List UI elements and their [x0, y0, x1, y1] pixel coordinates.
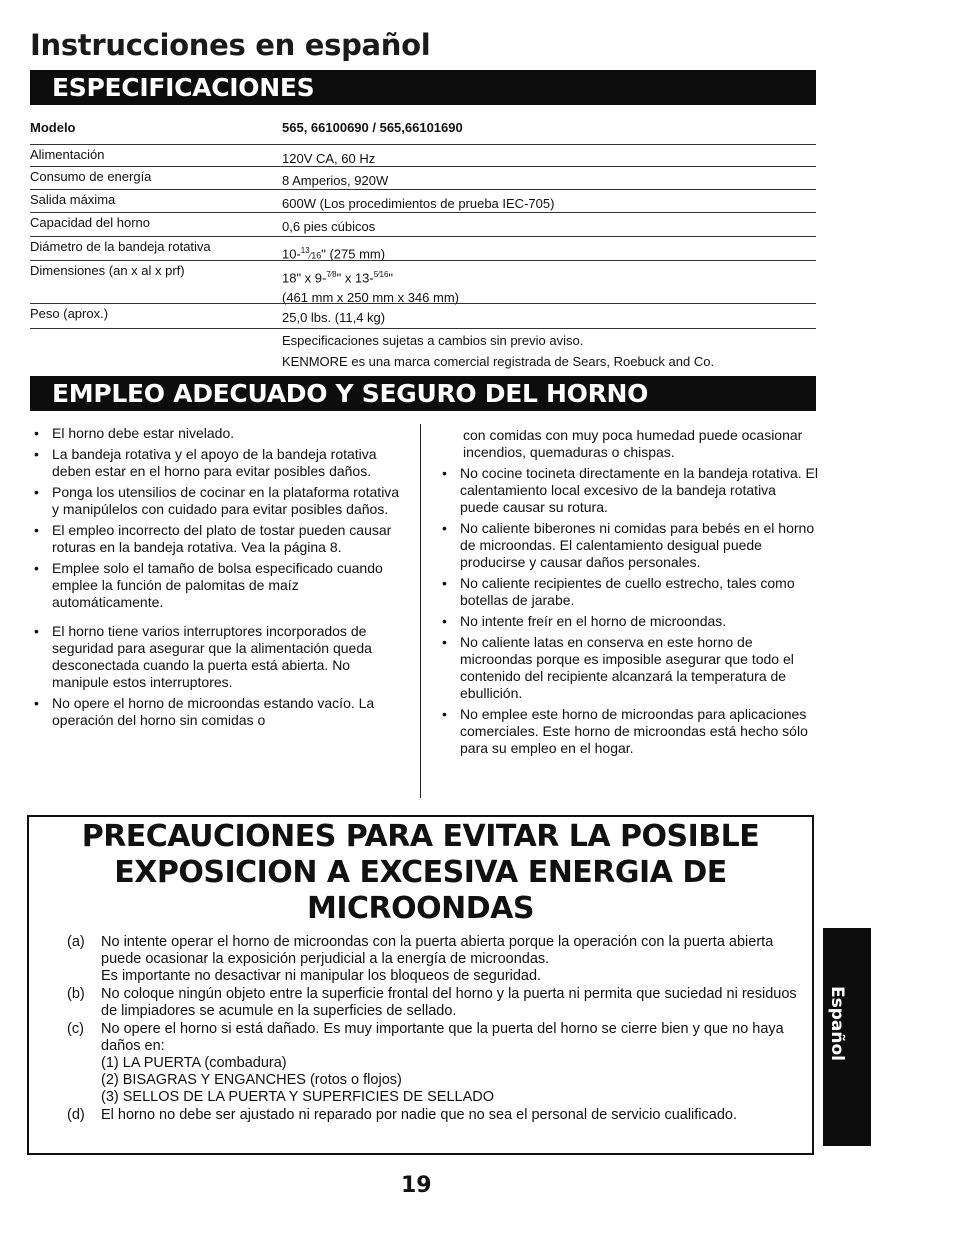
- spec-label: Peso (aprox.): [30, 306, 109, 321]
- list-item: • No caliente latas en conserva en este horno de microondas porque es imposible asegurar que todo el contenido del recipiente alcanzará la temperatura de ebullición.: [442, 634, 794, 701]
- spec-label: Dimensiones (an x al x prf): [30, 263, 185, 278]
- list-item: • No emplee este horno de microondas para aplicaciones comerciales. Este horno de microondas está hecho sólo para su empleo en el hogar.: [442, 706, 808, 756]
- list-item-continued: con comidas con muy poca humedad puede ocasionar incendios, quemaduras o chispas.: [463, 427, 803, 460]
- list-item: • El horno tiene varios interruptores incorporados de seguridad para asegurar que la alimentación queda desconectada cuando la puerta está abierta. No manipule estos interruptores.: [34, 623, 372, 690]
- spec-label: Diámetro de la bandeja rotativa: [30, 239, 211, 254]
- list-item: • No caliente recipientes de cuello estrecho, tales como botellas de jarabe.: [442, 575, 795, 608]
- precaution-item: (d) El horno no debe ser ajustado ni reparado por nadie que no sea el personal de servicio cualificado.: [67, 1107, 738, 1123]
- precaution-item: (a) No intente operar el horno de microondas con la puerta abierta porque la operación con la puerta abierta puede ocasionar la exposición perjudicial a la energía de microondas. Es importante no desactivar ni manipular los bloqueos de seguridad.: [67, 934, 774, 984]
- spec-row: [30, 212, 816, 234]
- table-bottom-rule: [30, 328, 816, 329]
- safe-use-heading: EMPLEO ADECUADO Y SEGURO DEL HORNO: [30, 376, 816, 411]
- model-label: Modelo: [30, 120, 76, 135]
- spec-value: 120V CA, 60 Hz: [282, 151, 376, 166]
- spec-label: Alimentación: [30, 147, 105, 162]
- page-title: Instrucciones en español: [30, 28, 431, 62]
- safe-use-left-column: [30, 425, 408, 733]
- spec-label: Salida máxima: [30, 192, 116, 207]
- spec-value: 8 Amperios, 920W: [282, 173, 389, 188]
- precaution-item: (c) No opere el horno si está dañado. Es muy importante que la puerta del horno se cierre bien y que no haya daños en: (1) LA PUERTA (combadura) (2) BISAGRAS Y ENGANCHES (rotos o flojos) (3) SELLOS DE LA PUERTA Y SUPERFICIES DE SELLADO: [67, 1021, 784, 1105]
- list-item: • El empleo incorrecto del plato de tostar pueden causar roturas en la bandeja rotativa. Vea la página 8.: [34, 522, 392, 555]
- spec-row: [30, 260, 816, 304]
- spec-row: [30, 303, 816, 328]
- precautions-title: PRECAUCIONES PARA EVITAR LA POSIBLE EXPOSICION A EXCESIVA ENERGIA DE MICROONDAS: [81, 819, 760, 926]
- specifications-heading: ESPECIFICACIONES: [30, 70, 816, 105]
- precaution-item: (b) No coloque ningún objeto entre la superficie frontal del horno y la puerta ni permita que suciedad ni residuos de limpiadores se acumule en la superficies de sellado.: [67, 986, 797, 1019]
- model-value: 565, 66100690 / 565,66101690: [282, 120, 463, 135]
- spec-value: 25,0 lbs. (11,4 kg): [282, 310, 386, 325]
- list-item: • La bandeja rotativa y el apoyo de la bandeja rotativa deben estar en el horno para evitar posibles daños.: [34, 446, 377, 479]
- list-item: • Ponga los utensilios de cocinar en la plataforma rotativa y manipúlelos con cuidado para evitar posibles daños.: [34, 484, 400, 517]
- precautions-box: [27, 815, 814, 1155]
- spec-value: 18" x 9-$^{7⁄8}$" x 13-$^{5⁄16}$" (461 mm x 250 mm x 346 mm): [282, 270, 459, 306]
- column-divider: [420, 424, 421, 798]
- spec-row: [30, 166, 816, 188]
- language-side-tab: [823, 928, 871, 1146]
- list-item: • No intente freír en el horno de microondas.: [442, 613, 727, 629]
- spec-row: [30, 144, 816, 166]
- side-tab-label: Español: [827, 986, 847, 1061]
- spec-value: 10-$^{13}$⁄16" (275 mm): [282, 246, 386, 262]
- spec-value: 0,6 pies cúbicos: [282, 219, 376, 234]
- spec-row: [30, 189, 816, 213]
- page-number: 19: [401, 1173, 432, 1198]
- spec-note: KENMORE es una marca comercial registrada de Sears, Roebuck and Co.: [282, 354, 715, 369]
- spec-label: Consumo de energía: [30, 169, 152, 184]
- list-item: • No cocine tocineta directamente en la bandeja rotativa. El calentamiento local excesivo de la bandeja rotativa puede causar su rotura.: [442, 465, 818, 515]
- spec-label: Capacidad del horno: [30, 215, 150, 230]
- list-item: • No caliente biberones ni comidas para bebés en el horno de microondas. El calentamiento desigual puede producirse y causar daños personales.: [442, 520, 815, 570]
- spec-note: Especificaciones sujetas a cambios sin previo aviso.: [282, 333, 584, 348]
- spec-value: 600W (Los procedimientos de prueba IEC-705): [282, 196, 555, 211]
- spec-row: [30, 236, 816, 262]
- list-item: • No opere el horno de microondas estando vacío. La operación del horno sin comidas o: [34, 695, 375, 728]
- list-item: • El horno debe estar nivelado.: [34, 425, 235, 441]
- safe-use-right-column: [438, 427, 818, 761]
- list-item: • Emplee solo el tamaño de bolsa especificado cuando emplee la función de palomitas de maíz automáticamente.: [34, 560, 383, 610]
- precautions-list: [67, 934, 807, 1125]
